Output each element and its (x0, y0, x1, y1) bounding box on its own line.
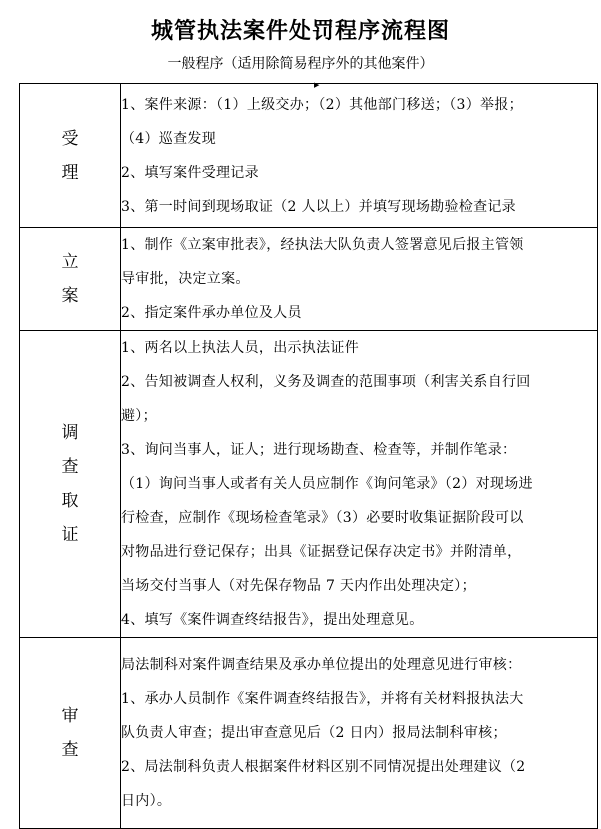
content-line: 2、局法制科负责人根据案件材料区别不同情况提出处理建议（2 (121, 759, 526, 775)
stage-label-char: 理 (61, 162, 79, 183)
stage-content-file (121, 228, 598, 331)
content-line: 1、制作《立案审批表》，经执法大队负责人签署意见后报主管领 (121, 237, 524, 253)
stage-label-review (20, 638, 121, 829)
stage-row-file (20, 228, 598, 331)
content-line: 2、填写案件受理记录 (121, 164, 259, 181)
stage-label-file (20, 228, 121, 331)
content-line: 当场交付当事人（对先保存物品 7 天内作出处理决定）； (121, 578, 476, 594)
content-line: 1、两名以上执法人员，出示执法证件 (121, 340, 360, 356)
content-line: 1、案件来源：（1）上级交办；（2）其他部门移送；（3）举报； (121, 96, 523, 113)
content-line: 导审批，决定立案。 (121, 271, 250, 287)
arrow-marker-icon: ▶ (314, 81, 320, 89)
content-line: 2、告知被调查人权利，义务及调查的范围事项（利害关系自行回 (121, 374, 531, 390)
content-line: 日内）。 (121, 793, 172, 809)
stage-label-char: 调 (61, 423, 79, 443)
content-line: 局法制科对案件调查结果及承办单位提出的处理意见进行审核： (121, 657, 522, 673)
page-title: 城管执法案件处罚程序流程图 (150, 19, 450, 44)
stage-row-accept (20, 84, 598, 228)
stage-row-review (20, 638, 598, 829)
stage-label-char: 案 (61, 286, 79, 306)
stage-label-investigate (20, 331, 121, 638)
stage-content-investigate (121, 331, 598, 638)
stage-label-char: 受 (61, 128, 79, 149)
stage-label-char: 审 (61, 706, 79, 726)
stage-label-char: 取 (61, 491, 79, 511)
stage-label-char: 立 (61, 252, 79, 272)
content-line: 3、询问当事人，证人；进行现场勘查、检查等，并制作笔录： (121, 442, 517, 458)
stage-label-char: 查 (61, 740, 79, 760)
content-line: 避）； (121, 408, 157, 424)
stage-label-char: 查 (61, 457, 79, 477)
process-table (19, 83, 598, 829)
content-line: 2、指定案件承办单位及人员 (121, 305, 302, 321)
content-line: 1、承办人员制作《案件调查终结报告》，并将有关材料报执法大 (121, 691, 524, 707)
stage-label-accept (20, 84, 121, 228)
content-line: 4、填写《案件调查终结报告》，提出处理意见。 (121, 612, 424, 628)
content-line: 行检查，应制作《现场检查笔录》（3）必要时收集证据阶段可以 (121, 510, 524, 526)
page-subtitle: 一般程序（适用除简易程序外的其他案件） (167, 56, 434, 72)
content-line: 3、第一时间到现场取证（2 人以上）并填写现场勘验检查记录 (121, 198, 516, 215)
stage-label-char: 证 (61, 525, 79, 545)
content-line: （4）巡查发现 (121, 130, 217, 147)
stage-row-investigate (20, 331, 598, 638)
content-line: 对物品进行登记保存；出具《证据登记保存决定书》并附清单， (121, 544, 522, 560)
stage-content-accept (121, 81, 598, 228)
content-line: 队负责人审查；提出审查意见后（2 日内）报局法制科审核； (121, 725, 507, 741)
stage-content-review (121, 638, 598, 829)
content-line: （1）询问当事人或者有关人员应制作《询问笔录》（2）对现场进 (121, 476, 533, 492)
